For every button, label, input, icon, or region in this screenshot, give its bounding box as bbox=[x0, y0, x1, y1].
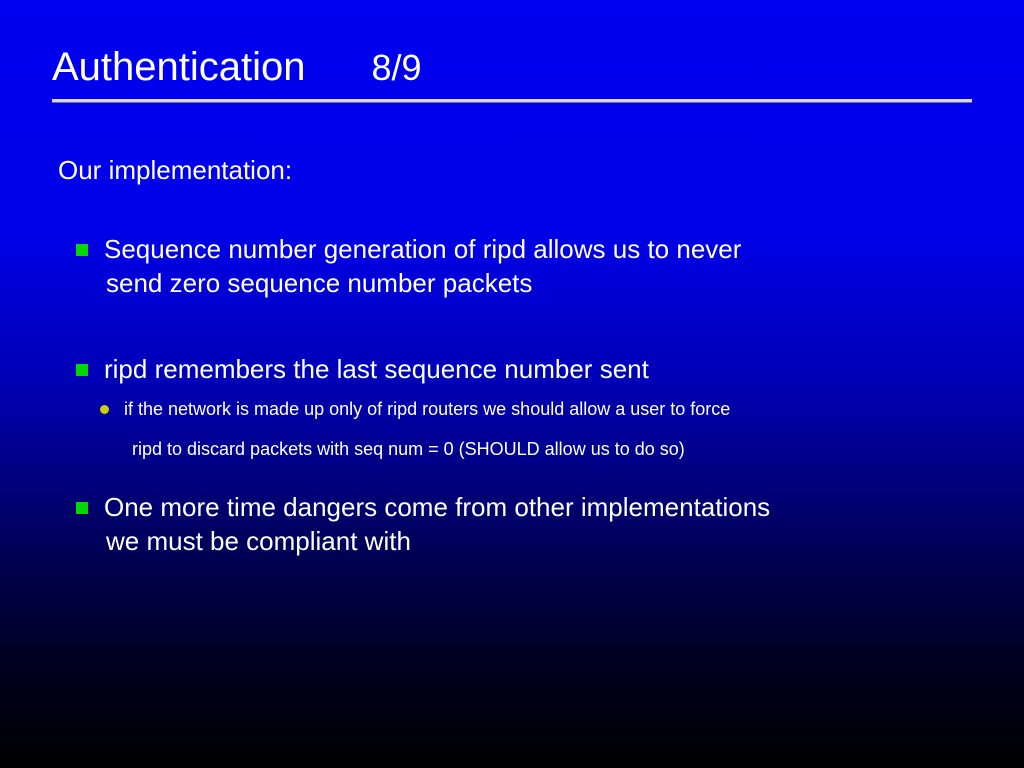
bullet-line-2: send zero sequence number packets bbox=[106, 268, 533, 298]
bullet-line-1: Sequence number generation of ripd allows us to never bbox=[104, 234, 742, 264]
green-square-bullet-icon bbox=[76, 364, 88, 376]
page-title: Authentication bbox=[52, 45, 306, 89]
slide-number: 8/9 bbox=[371, 47, 422, 88]
sub-list-item bbox=[76, 396, 976, 462]
list-item bbox=[76, 232, 976, 300]
spacer bbox=[76, 300, 976, 352]
spacer bbox=[76, 462, 976, 490]
green-square-bullet-icon bbox=[76, 502, 88, 514]
intro-text: Our implementation: bbox=[58, 155, 293, 185]
slide-title-row bbox=[52, 44, 972, 91]
bullet-line-2: we must be compliant with bbox=[106, 526, 411, 556]
list-item bbox=[76, 490, 976, 558]
bullet-list bbox=[76, 232, 976, 558]
sub-bullet-line-2: ripd to discard packets with seq num = 0 (SHOULD allow us to do so) bbox=[132, 439, 685, 459]
green-square-bullet-icon bbox=[76, 244, 88, 256]
yellow-dot-bullet-icon bbox=[100, 405, 109, 414]
bullet-line-1: ripd remembers the last sequence number sent bbox=[104, 354, 649, 384]
bullet-line-1: One more time dangers come from other implementations bbox=[104, 492, 771, 522]
list-item bbox=[76, 352, 976, 386]
spacer bbox=[76, 386, 976, 396]
sub-bullet-line-1: if the network is made up only of ripd routers we should allow a user to force bbox=[124, 399, 731, 419]
title-underline-rule bbox=[52, 99, 972, 102]
